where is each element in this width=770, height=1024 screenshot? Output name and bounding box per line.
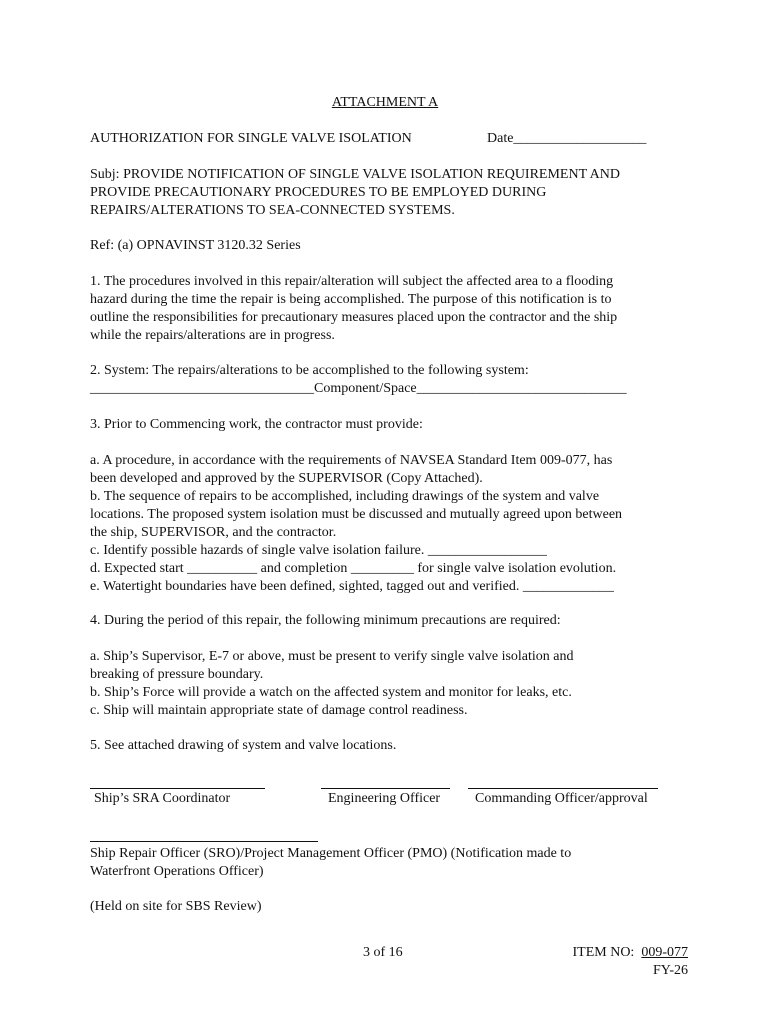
list-item: c. Identify possible hazards of single valve isolation failure. _________________ (90, 543, 547, 558)
page-number: 3 of 16 (363, 945, 403, 960)
item-number-line (563, 944, 688, 962)
signature-label: Ship Repair Officer (SRO)/Project Management Officer (PMO) (Notification made to (90, 846, 572, 861)
signature-label: Engineering Officer (328, 791, 441, 806)
list-item: c. Ship will maintain appropriate state of damage control readiness. (90, 703, 468, 718)
paragraph-line: 1. The procedures involved in this repair/alteration will subject the affected area to a flooding (90, 274, 614, 289)
held-note: (Held on site for SBS Review) (90, 899, 262, 914)
list-item: b. The sequence of repairs to be accomplished, including drawings of the system and valve (90, 489, 600, 504)
item-number-label: ITEM NO: (572, 945, 635, 960)
signature-sra (90, 788, 265, 808)
paragraph-line: outline the responsibilities for precautionary measures placed upon the contractor and the ship (90, 310, 618, 325)
paragraph-4: 4. During the period of this repair, the following minimum precautions are required: (90, 613, 561, 628)
list-item: a. Ship’s Supervisor, E-7 or above, must be present to verify single valve isolation and (90, 649, 574, 664)
signature-line-sro (90, 841, 318, 842)
paragraph-line: while the repairs/alterations are in progress. (90, 328, 335, 343)
signature-sro (90, 845, 690, 881)
list-item: the ship, SUPERVISOR, and the contractor. (90, 525, 337, 540)
list-item: locations. The proposed system isolation must be discussed and mutually agreed upon between (90, 507, 623, 522)
list-item: b. Ship’s Force will provide a watch on the affected system and monitor for leaks, etc. (90, 685, 572, 700)
system-component-field: ________________________________Component/Space______________________________ (90, 381, 627, 396)
list-item: breaking of pressure boundary. (90, 667, 264, 682)
signature-engineering (321, 788, 450, 808)
subject-line: PROVIDE PRECAUTIONARY PROCEDURES TO BE EMPLOYED DURING (90, 185, 547, 200)
page-title (0, 94, 770, 112)
date-field: Date___________________ (487, 131, 647, 146)
signature-line (90, 788, 265, 789)
list-item: e. Watertight boundaries have been defined, sighted, tagged out and verified. _____________ (90, 579, 614, 594)
list-item: d. Expected start __________ and completion _________ for single valve isolation evolution. (90, 561, 617, 576)
paragraph-3: 3. Prior to Commencing work, the contractor must provide: (90, 417, 423, 432)
reference-line: Ref: (a) OPNAVINST 3120.32 Series (90, 238, 301, 253)
list-item: a. A procedure, in accordance with the requirements of NAVSEA Standard Item 009-077, has (90, 453, 613, 468)
paragraph-3-items (90, 452, 690, 596)
signature-label: Ship’s SRA Coordinator (94, 791, 231, 806)
fiscal-year: FY-26 (652, 963, 688, 978)
list-item: been developed and approved by the SUPERVISOR (Copy Attached). (90, 471, 483, 486)
authorization-heading: AUTHORIZATION FOR SINGLE VALVE ISOLATION (90, 131, 412, 146)
subject-block (90, 166, 690, 220)
paragraph-2 (90, 362, 690, 398)
signature-label: Commanding Officer/approval (475, 791, 648, 806)
paragraph-4-items (90, 648, 690, 720)
signature-commanding (468, 788, 658, 808)
subject-line: Subj: PROVIDE NOTIFICATION OF SINGLE VALVE ISOLATION REQUIREMENT AND (90, 167, 620, 182)
signature-line (468, 788, 658, 789)
paragraph-line: hazard during the time the repair is being accomplished. The purpose of this notification is to (90, 292, 612, 307)
attachment-title: ATTACHMENT A (331, 95, 439, 110)
signature-label: Waterfront Operations Officer) (90, 864, 264, 879)
item-number-block (563, 944, 688, 980)
signature-line (321, 788, 450, 789)
paragraph-1 (90, 273, 690, 345)
paragraph-5: 5. See attached drawing of system and valve locations. (90, 738, 397, 753)
paragraph-line: 2. System: The repairs/alterations to be accomplished to the following system: (90, 363, 529, 378)
item-number-value: 009-077 (641, 945, 688, 960)
subject-line: REPAIRS/ALTERATIONS TO SEA-CONNECTED SYSTEMS. (90, 203, 455, 218)
